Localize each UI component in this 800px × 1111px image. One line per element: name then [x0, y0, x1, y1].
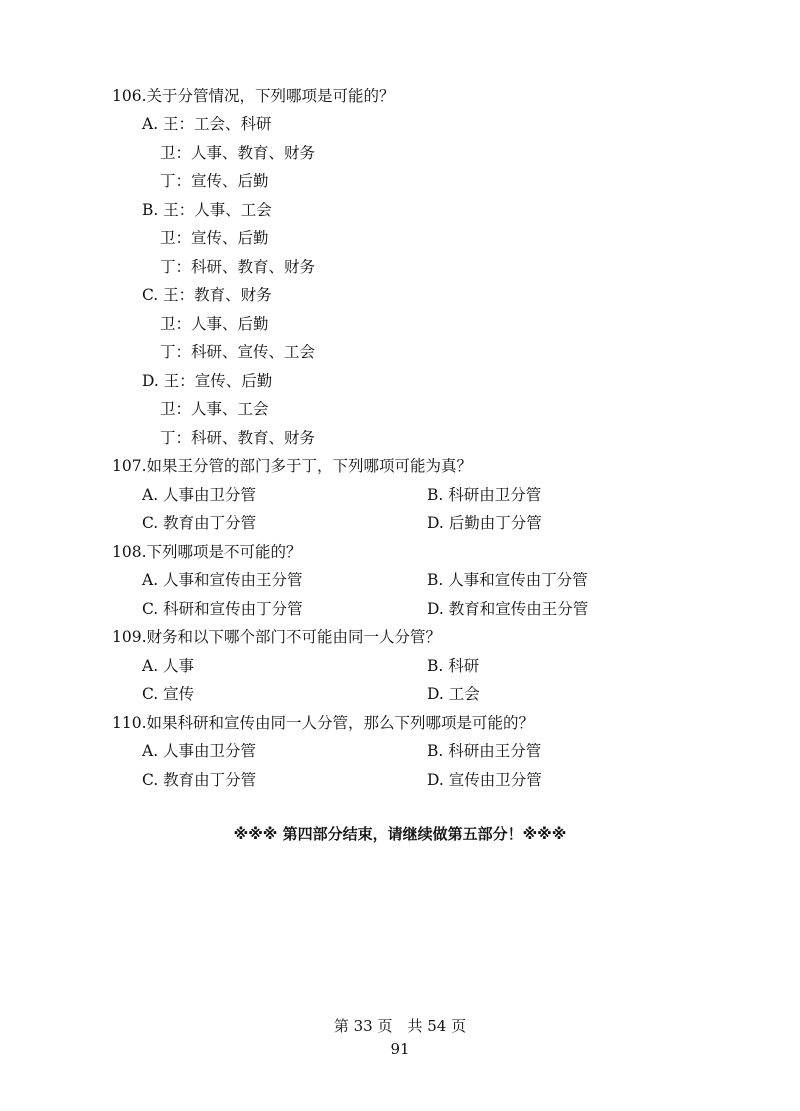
section-end-notice: ※※※ 第四部分结束，请继续做第五部分！※※※	[233, 825, 567, 843]
q106-option-d-wei: 卫：人事、工会	[160, 400, 269, 418]
q109-option-a: A. 人事	[142, 657, 195, 675]
q110-option-c: C. 教育由丁分管	[142, 771, 257, 789]
q107-option-c: C. 教育由丁分管	[142, 514, 257, 532]
q109-option-d: D. 工会	[427, 685, 480, 703]
q106-option-a-ding: 丁：宣传、后勤	[160, 172, 269, 190]
q106-stem: 106.关于分管情况，下列哪项是可能的？	[112, 87, 395, 105]
page-number: 91	[390, 1040, 410, 1058]
q107-option-a: A. 人事由卫分管	[142, 486, 257, 504]
q108-option-b: B. 人事和宣传由丁分管	[427, 571, 588, 589]
q109-option-c: C. 宣传	[142, 685, 195, 703]
q110-stem: 110.如果科研和宣传由同一人分管，那么下列哪项是可能的？	[112, 714, 535, 732]
q106-option-c-ding: 丁：科研、宣传、工会	[160, 343, 316, 361]
q106-option-d-ding: 丁：科研、教育、财务	[160, 429, 316, 447]
q108-option-a: A. 人事和宣传由王分管	[142, 571, 303, 589]
q107-stem: 107.如果王分管的部门多于丁，下列哪项可能为真？	[112, 457, 473, 475]
q108-option-d: D. 教育和宣传由王分管	[427, 600, 589, 618]
q106-option-b-wei: 卫：宣传、后勤	[160, 229, 269, 247]
q106-option-c-wang: C. 王：教育、财务	[142, 286, 272, 304]
q109-option-b: B. 科研	[427, 657, 480, 675]
q110-option-d: D. 宣传由卫分管	[427, 771, 542, 789]
page-indicator: 第 33 页 共 54 页	[333, 1017, 467, 1035]
q106-option-a-wei: 卫：人事、教育、财务	[160, 144, 316, 162]
q106-option-c-wei: 卫：人事、后勤	[160, 315, 269, 333]
q106-option-d-wang: D. 王：宣传、后勤	[142, 372, 273, 390]
q107-option-d: D. 后勤由丁分管	[427, 514, 542, 532]
q108-stem: 108.下列哪项是不可能的？	[112, 543, 302, 561]
q110-option-b: B. 科研由王分管	[427, 742, 542, 760]
q108-option-c: C. 科研和宣传由丁分管	[142, 600, 303, 618]
q110-option-a: A. 人事由卫分管	[142, 742, 257, 760]
q106-option-b-ding: 丁：科研、教育、财务	[160, 258, 316, 276]
q106-option-a-wang: A. 王：工会、科研	[142, 115, 272, 133]
q107-option-b: B. 科研由卫分管	[427, 486, 542, 504]
q106-option-b-wang: B. 王：人事、工会	[142, 201, 272, 219]
q109-stem: 109.财务和以下哪个部门不可能由同一人分管？	[112, 628, 442, 646]
